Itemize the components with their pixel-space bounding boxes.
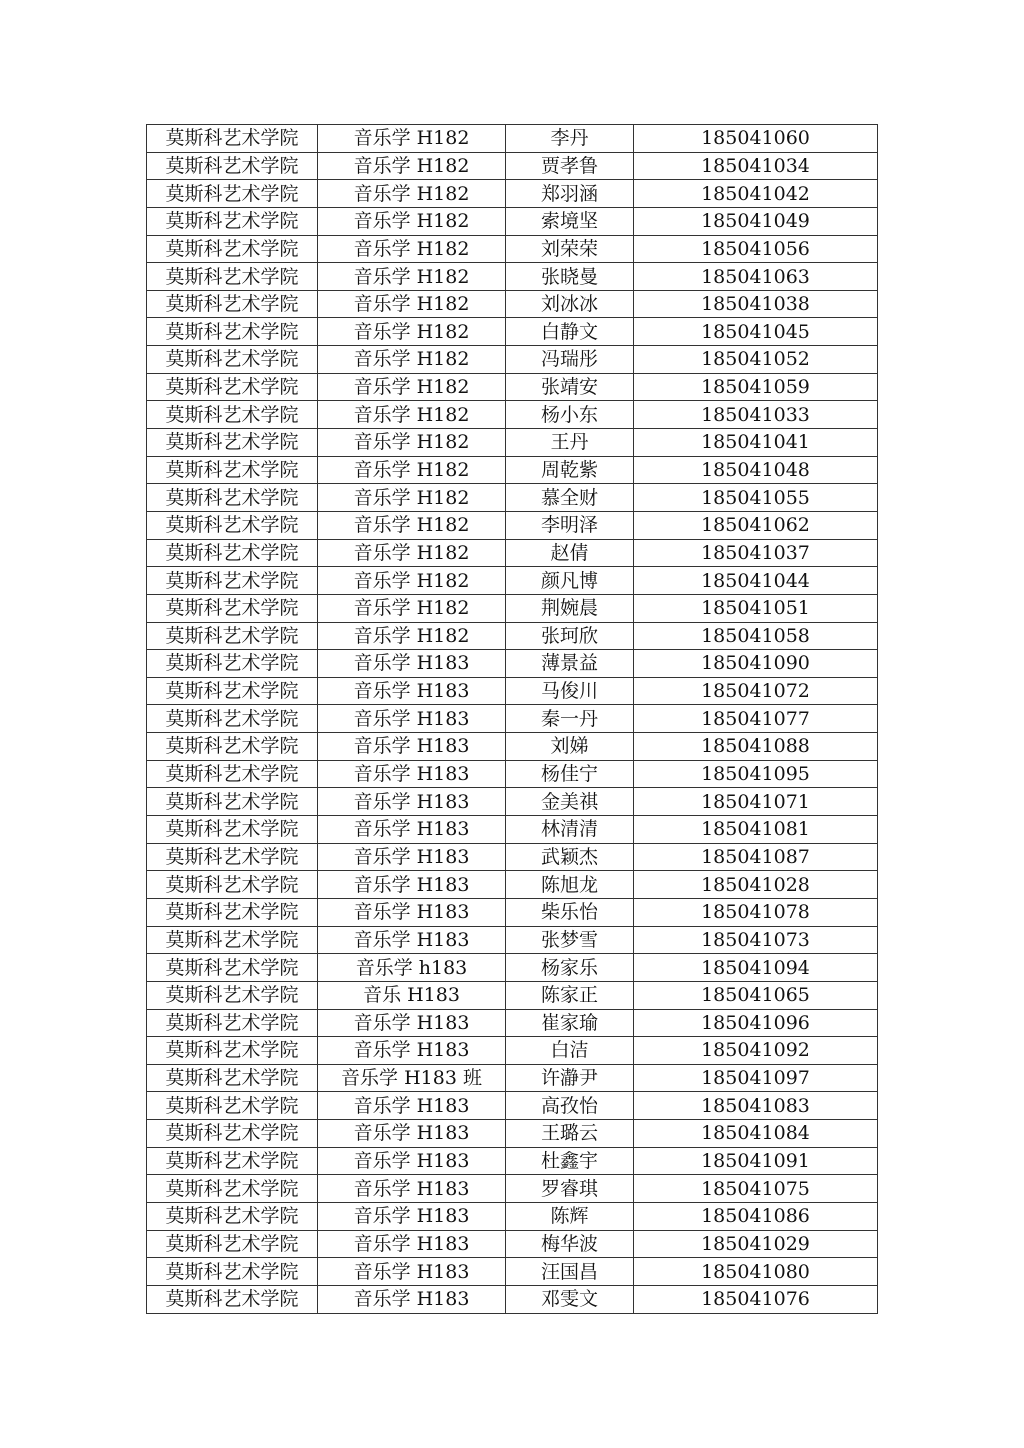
student-id-cell: 185041051 <box>634 594 878 622</box>
student-id-cell: 185041044 <box>634 567 878 595</box>
student-id-cell: 185041063 <box>634 263 878 291</box>
class-cell: 音乐学 H183 <box>318 1037 506 1065</box>
student-id-cell: 185041084 <box>634 1120 878 1148</box>
class-cell: 音乐学 H183 <box>318 898 506 926</box>
table-row <box>147 843 878 871</box>
college-cell: 莫斯科艺术学院 <box>147 180 318 208</box>
name-cell: 高孜怡 <box>506 1092 634 1120</box>
class-cell: 音乐学 H182 <box>318 152 506 180</box>
name-cell: 罗睿琪 <box>506 1175 634 1203</box>
student-id-cell: 185041037 <box>634 539 878 567</box>
college-cell: 莫斯科艺术学院 <box>147 954 318 982</box>
class-cell: 音乐学 h183 <box>318 954 506 982</box>
table-row <box>147 1064 878 1092</box>
college-cell: 莫斯科艺术学院 <box>147 456 318 484</box>
table-row <box>147 954 878 982</box>
class-cell: 音乐学 H183 <box>318 733 506 761</box>
class-cell: 音乐学 H182 <box>318 456 506 484</box>
table-row <box>147 290 878 318</box>
name-cell: 梅华波 <box>506 1230 634 1258</box>
student-id-cell: 185041049 <box>634 207 878 235</box>
name-cell: 张梦雪 <box>506 926 634 954</box>
class-cell: 音乐学 H182 <box>318 318 506 346</box>
name-cell: 马俊川 <box>506 677 634 705</box>
class-cell: 音乐学 H183 <box>318 816 506 844</box>
student-id-cell: 185041042 <box>634 180 878 208</box>
class-cell: 音乐学 H183 <box>318 1230 506 1258</box>
student-id-cell: 185041052 <box>634 346 878 374</box>
name-cell: 陈辉 <box>506 1202 634 1230</box>
college-cell: 莫斯科艺术学院 <box>147 318 318 346</box>
table-row <box>147 125 878 153</box>
class-cell: 音乐学 H183 <box>318 760 506 788</box>
name-cell: 杨佳宁 <box>506 760 634 788</box>
name-cell: 慕全财 <box>506 484 634 512</box>
college-cell: 莫斯科艺术学院 <box>147 152 318 180</box>
name-cell: 刘荣荣 <box>506 235 634 263</box>
table-row <box>147 567 878 595</box>
name-cell: 白洁 <box>506 1037 634 1065</box>
college-cell: 莫斯科艺术学院 <box>147 290 318 318</box>
table-row <box>147 1175 878 1203</box>
table-row <box>147 1230 878 1258</box>
college-cell: 莫斯科艺术学院 <box>147 760 318 788</box>
table-row <box>147 456 878 484</box>
class-cell: 音乐学 H182 <box>318 511 506 539</box>
student-id-cell: 185041076 <box>634 1285 878 1313</box>
table-row <box>147 1147 878 1175</box>
college-cell: 莫斯科艺术学院 <box>147 733 318 761</box>
class-cell: 音乐学 H183 <box>318 1258 506 1286</box>
class-cell: 音乐学 H183 <box>318 650 506 678</box>
student-id-cell: 185041087 <box>634 843 878 871</box>
student-id-cell: 185041072 <box>634 677 878 705</box>
college-cell: 莫斯科艺术学院 <box>147 539 318 567</box>
table-row <box>147 981 878 1009</box>
student-id-cell: 185041086 <box>634 1202 878 1230</box>
name-cell: 杨家乐 <box>506 954 634 982</box>
student-id-cell: 185041092 <box>634 1037 878 1065</box>
name-cell: 崔家瑜 <box>506 1009 634 1037</box>
class-cell: 音乐学 H182 <box>318 207 506 235</box>
class-cell: 音乐学 H182 <box>318 622 506 650</box>
name-cell: 刘冰冰 <box>506 290 634 318</box>
student-id-cell: 185041081 <box>634 816 878 844</box>
student-id-cell: 185041028 <box>634 871 878 899</box>
student-id-cell: 185041078 <box>634 898 878 926</box>
name-cell: 张靖安 <box>506 373 634 401</box>
name-cell: 颜凡博 <box>506 567 634 595</box>
table-row <box>147 373 878 401</box>
table-row <box>147 622 878 650</box>
college-cell: 莫斯科艺术学院 <box>147 926 318 954</box>
student-id-cell: 185041041 <box>634 429 878 457</box>
name-cell: 李明泽 <box>506 511 634 539</box>
name-cell: 邓雯文 <box>506 1285 634 1313</box>
student-id-cell: 185041073 <box>634 926 878 954</box>
student-id-cell: 185041094 <box>634 954 878 982</box>
college-cell: 莫斯科艺术学院 <box>147 1230 318 1258</box>
class-cell: 音乐学 H182 <box>318 401 506 429</box>
class-cell: 音乐学 H182 <box>318 567 506 595</box>
college-cell: 莫斯科艺术学院 <box>147 1037 318 1065</box>
student-id-cell: 185041060 <box>634 125 878 153</box>
name-cell: 周乾紫 <box>506 456 634 484</box>
name-cell: 郑羽涵 <box>506 180 634 208</box>
class-cell: 音乐学 H183 <box>318 1285 506 1313</box>
class-cell: 音乐学 H182 <box>318 484 506 512</box>
college-cell: 莫斯科艺术学院 <box>147 1120 318 1148</box>
name-cell: 刘娣 <box>506 733 634 761</box>
class-cell: 音乐学 H183 <box>318 677 506 705</box>
table-row <box>147 1202 878 1230</box>
table-row <box>147 263 878 291</box>
table-row <box>147 180 878 208</box>
college-cell: 莫斯科艺术学院 <box>147 788 318 816</box>
student-id-cell: 185041091 <box>634 1147 878 1175</box>
student-roster-table <box>146 124 878 1314</box>
table-row <box>147 788 878 816</box>
table-row <box>147 733 878 761</box>
student-id-cell: 185041075 <box>634 1175 878 1203</box>
student-id-cell: 185041077 <box>634 705 878 733</box>
college-cell: 莫斯科艺术学院 <box>147 981 318 1009</box>
class-cell: 音乐学 H183 <box>318 1120 506 1148</box>
table-row <box>147 346 878 374</box>
table-row <box>147 898 878 926</box>
name-cell: 林清清 <box>506 816 634 844</box>
table-row <box>147 235 878 263</box>
college-cell: 莫斯科艺术学院 <box>147 484 318 512</box>
table-row <box>147 429 878 457</box>
student-id-cell: 185041096 <box>634 1009 878 1037</box>
table-row <box>147 152 878 180</box>
college-cell: 莫斯科艺术学院 <box>147 1175 318 1203</box>
student-id-cell: 185041095 <box>634 760 878 788</box>
name-cell: 李丹 <box>506 125 634 153</box>
student-id-cell: 185041097 <box>634 1064 878 1092</box>
student-id-cell: 185041056 <box>634 235 878 263</box>
name-cell: 张珂欣 <box>506 622 634 650</box>
name-cell: 许瀞尹 <box>506 1064 634 1092</box>
college-cell: 莫斯科艺术学院 <box>147 705 318 733</box>
college-cell: 莫斯科艺术学院 <box>147 125 318 153</box>
table-row <box>147 1258 878 1286</box>
college-cell: 莫斯科艺术学院 <box>147 816 318 844</box>
student-id-cell: 185041088 <box>634 733 878 761</box>
college-cell: 莫斯科艺术学院 <box>147 871 318 899</box>
college-cell: 莫斯科艺术学院 <box>147 346 318 374</box>
name-cell: 秦一丹 <box>506 705 634 733</box>
name-cell: 陈家正 <box>506 981 634 1009</box>
student-id-cell: 185041065 <box>634 981 878 1009</box>
table-row <box>147 594 878 622</box>
name-cell: 王丹 <box>506 429 634 457</box>
college-cell: 莫斯科艺术学院 <box>147 677 318 705</box>
table-row <box>147 539 878 567</box>
student-id-cell: 185041055 <box>634 484 878 512</box>
class-cell: 音乐学 H182 <box>318 263 506 291</box>
student-id-cell: 185041048 <box>634 456 878 484</box>
college-cell: 莫斯科艺术学院 <box>147 1064 318 1092</box>
student-id-cell: 185041045 <box>634 318 878 346</box>
name-cell: 王璐云 <box>506 1120 634 1148</box>
class-cell: 音乐学 H183 <box>318 926 506 954</box>
class-cell: 音乐学 H183 <box>318 1202 506 1230</box>
name-cell: 薄景益 <box>506 650 634 678</box>
student-id-cell: 185041059 <box>634 373 878 401</box>
name-cell: 陈旭龙 <box>506 871 634 899</box>
class-cell: 音乐学 H183 <box>318 1092 506 1120</box>
class-cell: 音乐学 H183 <box>318 843 506 871</box>
table-row <box>147 1092 878 1120</box>
name-cell: 荆婉晨 <box>506 594 634 622</box>
roster-body <box>147 125 878 1314</box>
student-id-cell: 185041033 <box>634 401 878 429</box>
table-row <box>147 677 878 705</box>
college-cell: 莫斯科艺术学院 <box>147 373 318 401</box>
class-cell: 音乐学 H182 <box>318 594 506 622</box>
table-row <box>147 484 878 512</box>
class-cell: 音乐学 H183 <box>318 1175 506 1203</box>
table-row <box>147 926 878 954</box>
name-cell: 杜鑫宇 <box>506 1147 634 1175</box>
college-cell: 莫斯科艺术学院 <box>147 263 318 291</box>
table-row <box>147 1037 878 1065</box>
table-row <box>147 705 878 733</box>
class-cell: 音乐学 H183 班 <box>318 1064 506 1092</box>
college-cell: 莫斯科艺术学院 <box>147 429 318 457</box>
college-cell: 莫斯科艺术学院 <box>147 401 318 429</box>
table-row <box>147 760 878 788</box>
name-cell: 金美祺 <box>506 788 634 816</box>
name-cell: 张晓曼 <box>506 263 634 291</box>
college-cell: 莫斯科艺术学院 <box>147 1202 318 1230</box>
class-cell: 音乐学 H183 <box>318 1147 506 1175</box>
college-cell: 莫斯科艺术学院 <box>147 567 318 595</box>
class-cell: 音乐学 H182 <box>318 429 506 457</box>
class-cell: 音乐学 H183 <box>318 705 506 733</box>
student-id-cell: 185041083 <box>634 1092 878 1120</box>
name-cell: 索境坚 <box>506 207 634 235</box>
table-row <box>147 511 878 539</box>
name-cell: 贾孝鲁 <box>506 152 634 180</box>
college-cell: 莫斯科艺术学院 <box>147 511 318 539</box>
college-cell: 莫斯科艺术学院 <box>147 594 318 622</box>
college-cell: 莫斯科艺术学院 <box>147 843 318 871</box>
student-id-cell: 185041062 <box>634 511 878 539</box>
college-cell: 莫斯科艺术学院 <box>147 1258 318 1286</box>
class-cell: 音乐学 H182 <box>318 235 506 263</box>
table-row <box>147 1120 878 1148</box>
college-cell: 莫斯科艺术学院 <box>147 1147 318 1175</box>
class-cell: 音乐 H183 <box>318 981 506 1009</box>
student-id-cell: 185041080 <box>634 1258 878 1286</box>
student-id-cell: 185041038 <box>634 290 878 318</box>
name-cell: 武颖杰 <box>506 843 634 871</box>
student-id-cell: 185041029 <box>634 1230 878 1258</box>
class-cell: 音乐学 H182 <box>318 373 506 401</box>
college-cell: 莫斯科艺术学院 <box>147 650 318 678</box>
name-cell: 赵倩 <box>506 539 634 567</box>
college-cell: 莫斯科艺术学院 <box>147 1285 318 1313</box>
name-cell: 杨小东 <box>506 401 634 429</box>
class-cell: 音乐学 H182 <box>318 539 506 567</box>
college-cell: 莫斯科艺术学院 <box>147 898 318 926</box>
table-row <box>147 1285 878 1313</box>
class-cell: 音乐学 H183 <box>318 1009 506 1037</box>
table-row <box>147 1009 878 1037</box>
student-id-cell: 185041071 <box>634 788 878 816</box>
table-row <box>147 318 878 346</box>
class-cell: 音乐学 H182 <box>318 346 506 374</box>
name-cell: 冯瑞彤 <box>506 346 634 374</box>
class-cell: 音乐学 H183 <box>318 788 506 816</box>
student-id-cell: 185041058 <box>634 622 878 650</box>
college-cell: 莫斯科艺术学院 <box>147 235 318 263</box>
table-row <box>147 401 878 429</box>
college-cell: 莫斯科艺术学院 <box>147 622 318 650</box>
table-row <box>147 871 878 899</box>
student-id-cell: 185041034 <box>634 152 878 180</box>
name-cell: 汪国昌 <box>506 1258 634 1286</box>
class-cell: 音乐学 H182 <box>318 180 506 208</box>
class-cell: 音乐学 H182 <box>318 290 506 318</box>
class-cell: 音乐学 H183 <box>318 871 506 899</box>
student-id-cell: 185041090 <box>634 650 878 678</box>
college-cell: 莫斯科艺术学院 <box>147 1009 318 1037</box>
name-cell: 柴乐怡 <box>506 898 634 926</box>
table-row <box>147 816 878 844</box>
college-cell: 莫斯科艺术学院 <box>147 207 318 235</box>
table-row <box>147 650 878 678</box>
name-cell: 白静文 <box>506 318 634 346</box>
table-row <box>147 207 878 235</box>
college-cell: 莫斯科艺术学院 <box>147 1092 318 1120</box>
class-cell: 音乐学 H182 <box>318 125 506 153</box>
